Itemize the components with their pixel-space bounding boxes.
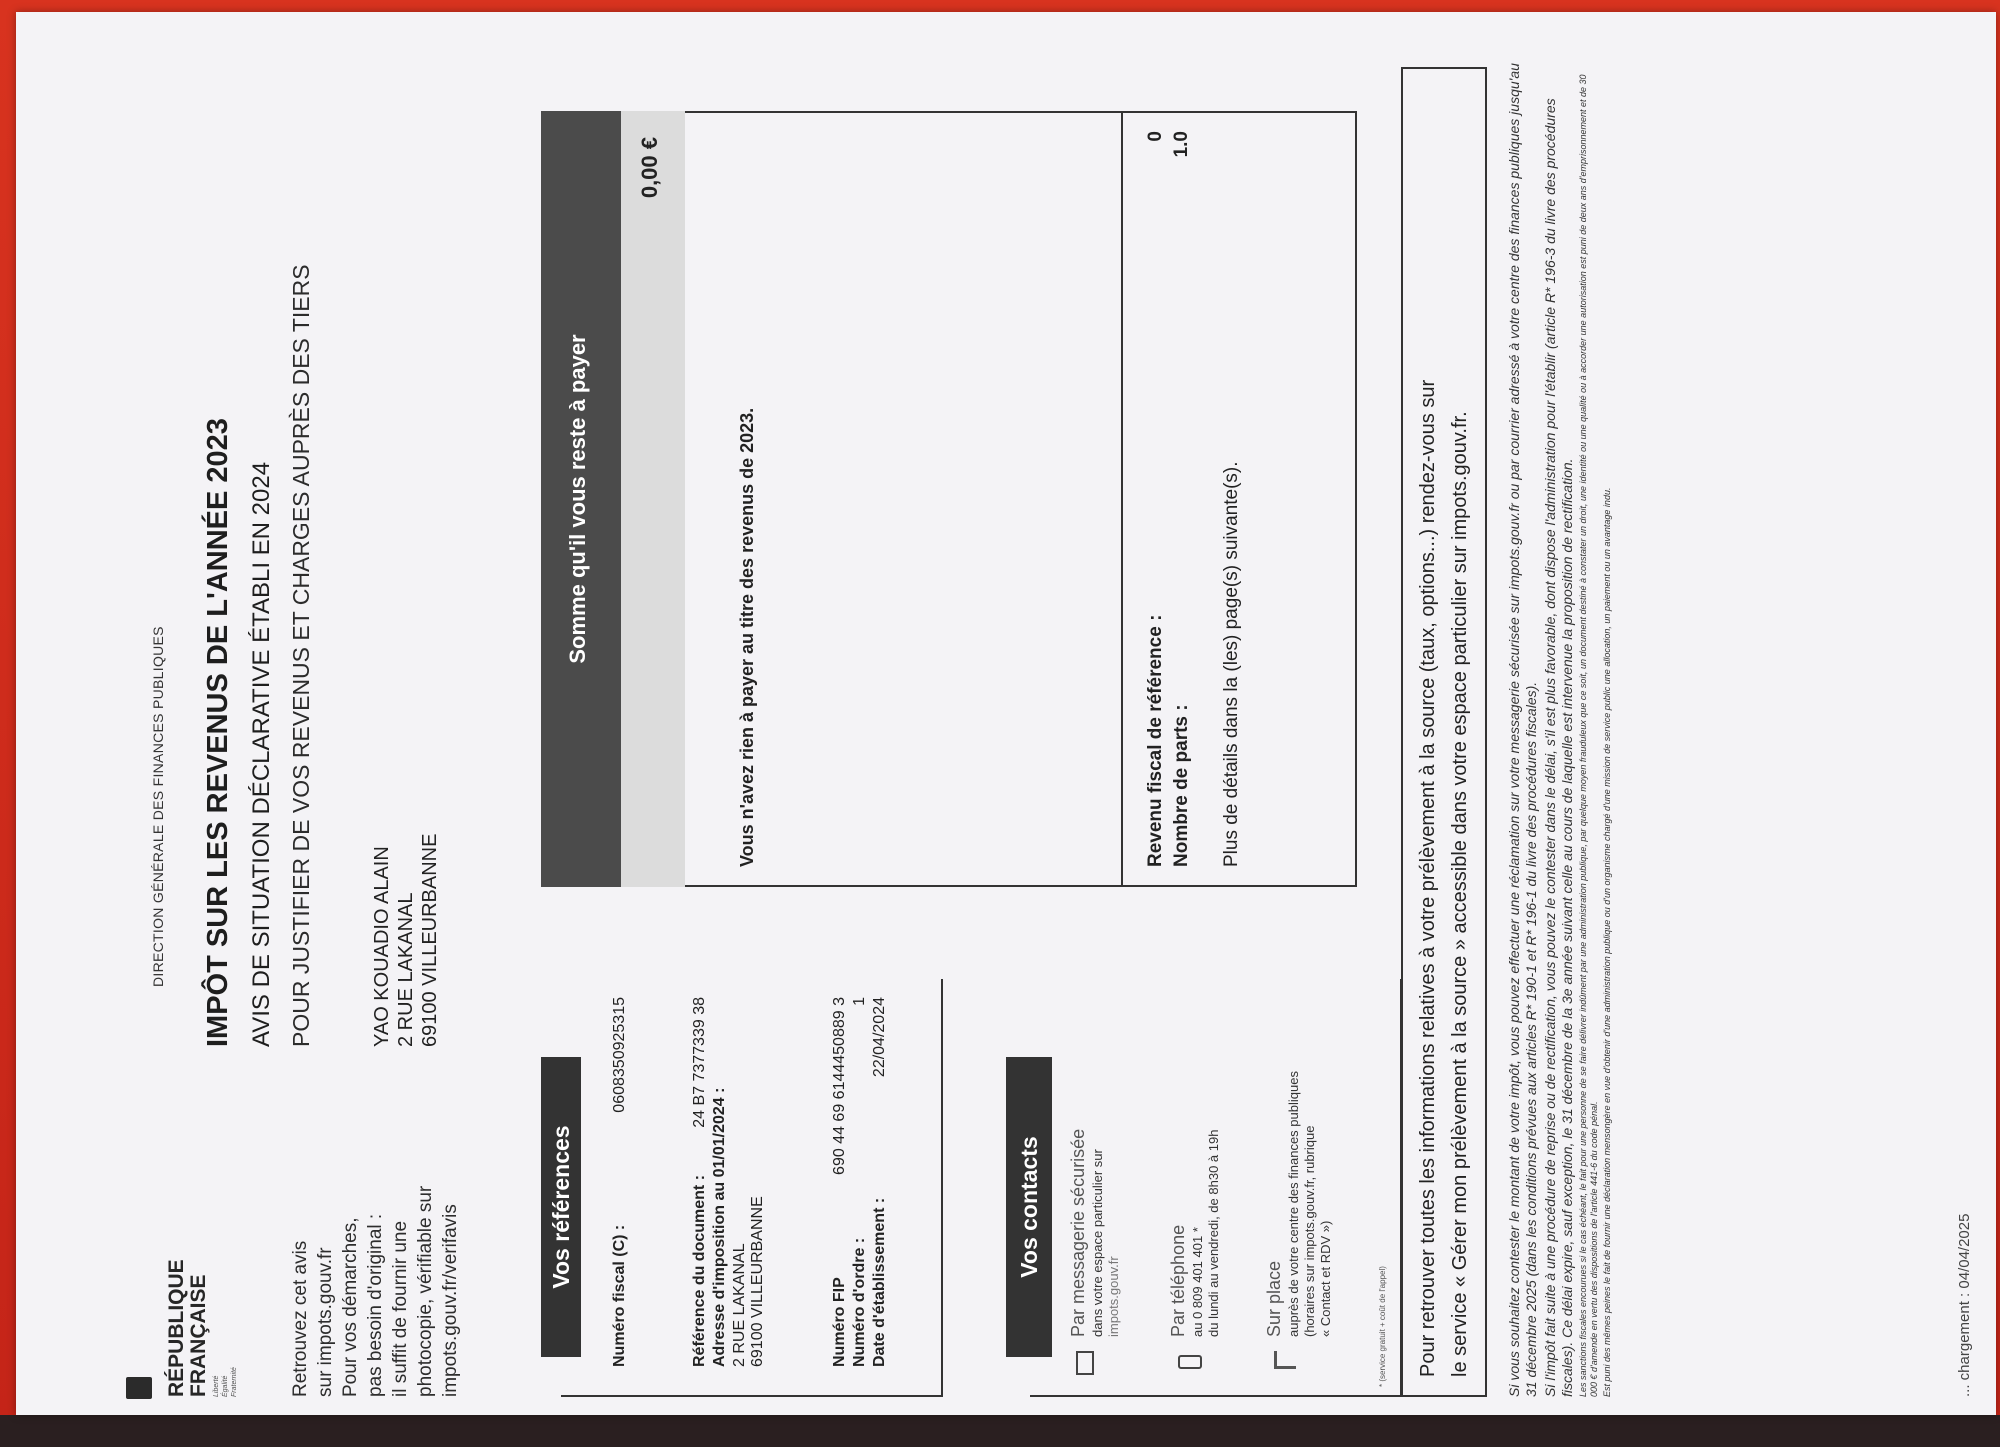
contact-place-line1: auprès de votre centre des finances publiques [1286, 1071, 1301, 1337]
phone-icon [1178, 1355, 1202, 1369]
contact-phone-line1: au 0 809 401 401 * [1190, 1227, 1205, 1337]
contact-message-line1: dans votre espace particulier sur [1090, 1149, 1105, 1337]
details-note: Plus de détails dans la (les) page(s) suivante(s). [1221, 461, 1242, 867]
contact-message-line2: impots.gouv.fr [1106, 1256, 1121, 1337]
issue-date-value: 22/04/2024 [871, 997, 888, 1078]
tax-address-city: 69100 VILLEURBANNE [749, 1196, 766, 1367]
issue-date-row: Date d'établissement : 22/04/2024 [871, 997, 888, 1367]
download-date-note: ... chargement : 04/04/2025 [1956, 1213, 1973, 1397]
legal-paragraph-contest: Si vous souhaitez contester le montant de votre impôt, vous pouvez effectuer une réclamation sur votre messagerie sécurisée sur impots.gouv.fr ou par courrier adressé à votre centre des finances publiques jusqu'au 31 décembre 2025 (dans les conditions prévues aux articles R* 190-1 et R* 196-1 du livre des procédures fiscales). [1506, 63, 1539, 1397]
balance-value: 0,00 € [637, 137, 662, 199]
contact-phone-line2: du lundi au vendredi, de 8h30 à 19h [1206, 1129, 1221, 1337]
document-ref-value: 24 B7 7377339 38 [691, 997, 708, 1128]
tax-address-label: Adresse d'imposition au 01/01/2024 : [711, 1087, 728, 1367]
intro-text: Retrouvez cet avis sur impots.gouv.fr Pour vos démarches, pas besoin d'original : il suffit de fournir une photocopie, vérifiable sur impots.gouv.fr/verifavis [290, 1185, 461, 1397]
nothing-to-pay-text: Vous n'avez rien à payer au titre des revenus de 2023. [737, 407, 757, 867]
page-title: IMPÔT SUR LES REVENUS DE L'ANNÉE 2023 [202, 418, 234, 1047]
legal-paragraph-sanctions: Les sanctions fiscales encourues si le cas échéant, le fait pour une personne de se faire délivrer indûment par une administration publique, par quelque moyen frauduleux que ce soit, un document destiné à constater un droit, une identité ou une qualité ou à accorder une autorisation est puni de deux ans d'emprisonnement et de 30 000 € d'amende en vertu des dispositions de l'article 441-6 du code pénal. [1578, 74, 1599, 1397]
page-subtitle: AVIS DE SITUATION DÉCLARATIVE ÉTABLI EN 2024 [248, 461, 275, 1047]
fip-number-row: Numéro FIP 690 44 69 6144450889 3 [831, 997, 848, 1367]
computer-icon [1076, 1351, 1094, 1375]
withholding-line1: Pour retrouver toutes les informations relatives à votre prélèvement à la source (taux, options...) rendez-vous sur [1417, 379, 1439, 1377]
withholding-info-box [1401, 67, 1487, 1397]
recipient-name: YAO KOUADIO ALAIN [371, 846, 393, 1047]
contacts-tab: Vos contacts [1006, 1057, 1052, 1357]
summary-panel [541, 107, 1361, 887]
fiscal-number-value: 0608350925315 [611, 997, 628, 1113]
rotated-document [16, 17, 1986, 1407]
tax-parts-value: 1.0 [1171, 131, 1192, 158]
balance-label: Somme qu'il vous reste à payer [565, 334, 590, 664]
fiscal-number-row: Numéro fiscal (C) : 0608350925315 [611, 997, 628, 1367]
tax-parts-row: Nombre de parts : 1.0 [1171, 131, 1192, 867]
contacts-panel [1006, 977, 1416, 1397]
balance-value-band [621, 111, 685, 887]
legal-paragraph-penalties: Est puni des mêmes peines le fait de fournir une déclaration mensongère en vue d'obtenir d'une administration publique ou d'un organisme chargé d'une mission de service public une allocation, un paiement ou un avantage indu. [1602, 487, 1612, 1397]
contact-phone-title: Par téléphone [1168, 1224, 1188, 1337]
recipient-city: 69100 VILLEURBANNE [419, 833, 441, 1047]
contact-message-title: Par messagerie sécurisée [1068, 1128, 1088, 1337]
republic-name: RÉPUBLIQUE FRANÇAISE [165, 1259, 210, 1397]
building-icon [1274, 1351, 1296, 1369]
background-dark-edge [0, 1415, 2000, 1447]
contact-place-line2: (horaires sur impots.gouv.fr, rubrique [1302, 1125, 1317, 1337]
references-tab: Vos références [541, 1057, 581, 1357]
directorate-label: DIRECTION GÉNÉRALE DES FINANCES PUBLIQUES [150, 626, 166, 987]
order-number-value: 1 [851, 997, 868, 1006]
fip-number-value: 690 44 69 6144450889 3 [831, 997, 848, 1175]
summary-divider [1121, 111, 1123, 887]
legal-notice [1506, 57, 1615, 1397]
document-ref-row: Référence du document : 24 B7 7377339 38 [691, 997, 708, 1367]
withholding-line2: le service « Gérer mon prélèvement à la source » accessible dans votre espace particulier sur impots.gouv.fr. [1449, 411, 1471, 1377]
reference-income-value: 0 [1145, 131, 1166, 142]
tax-notice-paper [16, 12, 1996, 1415]
references-panel [541, 977, 951, 1397]
marianne-logo-icon [126, 1377, 152, 1399]
recipient-address [370, 834, 442, 1047]
reference-income-row: Revenu fiscal de référence : 0 [1145, 131, 1166, 867]
page-purpose: POUR JUSTIFIER DE VOS REVENUS ET CHARGES AUPRÈS DES TIERS [288, 264, 314, 1047]
contact-place-title: Sur place [1264, 1260, 1284, 1337]
legal-paragraph-rectification: Si l'impôt fait suite à une procédure de reprise ou de rectification, vous pouvez le contester dans le délai, s'il est plus favorable, dont dispose l'administration pour l'établir (article R* 196-3 du livre des procédures fiscales). Ce délai expire, sauf exception, le 31 décembre de la 3e année suivant celle au cours de laquelle est intervenue la proposition de rectification. [1542, 98, 1575, 1397]
contact-phone-footnote: * (service gratuit + coût de l'appel) [1378, 1266, 1387, 1387]
tax-address-street: 2 RUE LAKANAL [731, 1243, 748, 1367]
order-number-row: Numéro d'ordre : 1 [851, 997, 868, 1367]
republic-motto: Liberté Égalité Fraternité [213, 1367, 238, 1397]
contact-place-line3: « Contact et RDV ») [1318, 1220, 1333, 1337]
recipient-street: 2 RUE LAKANAL [395, 892, 417, 1047]
